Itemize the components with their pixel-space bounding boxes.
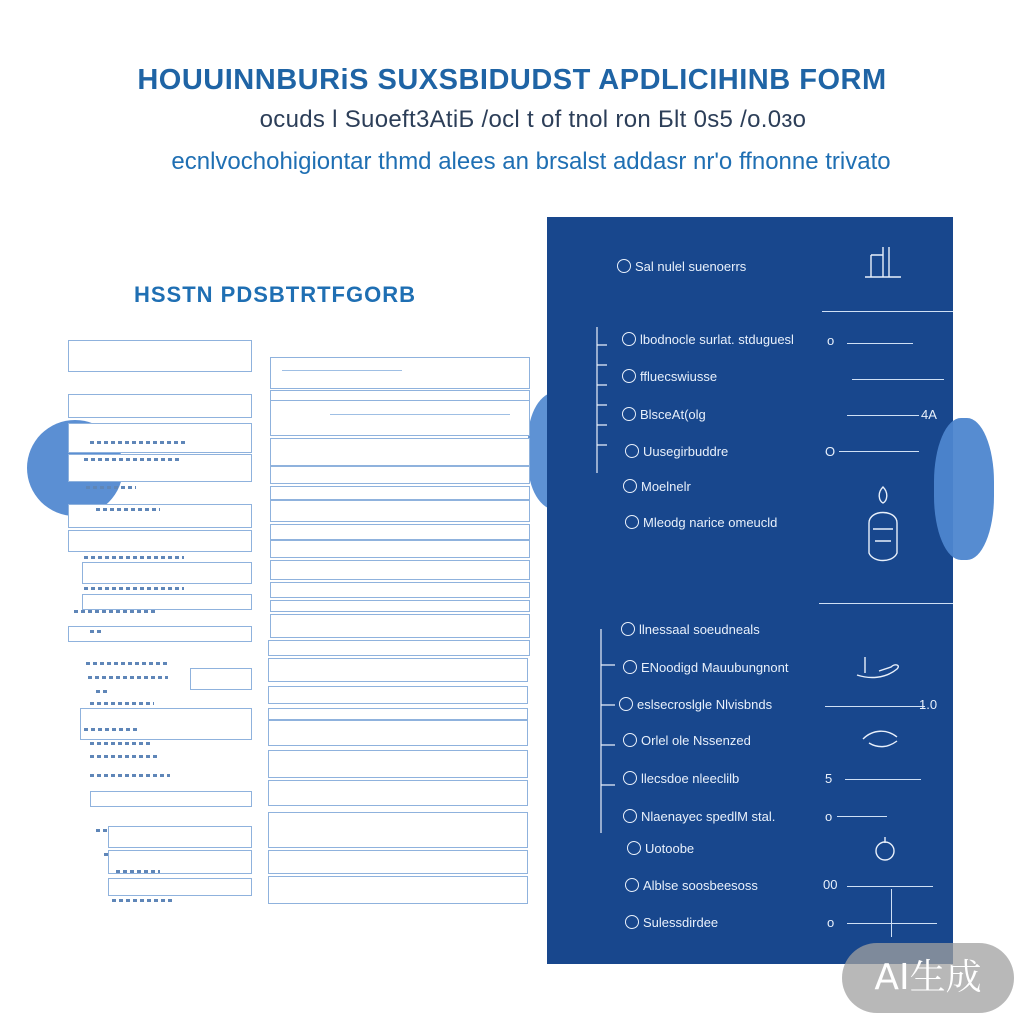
input-field[interactable] bbox=[268, 876, 528, 904]
divider-line bbox=[847, 415, 919, 416]
input-field[interactable] bbox=[68, 626, 252, 642]
input-field[interactable] bbox=[80, 708, 252, 740]
form-subtitle: ocuds l Suoeft3AtiБ /ocl t of tnol ron Бlt 0s5 /o.0ɜo bbox=[259, 106, 807, 133]
info-panel bbox=[547, 217, 953, 964]
divider-line bbox=[847, 886, 933, 887]
panel-item[interactable]: llecsdoe nleeclilb bbox=[623, 771, 739, 786]
input-field[interactable] bbox=[270, 614, 530, 638]
input-field[interactable] bbox=[68, 530, 252, 552]
panel-item[interactable]: ENoodigd Mauubungnont bbox=[623, 660, 788, 675]
input-field[interactable] bbox=[68, 340, 252, 372]
divider-line bbox=[837, 816, 887, 817]
circle-icon bbox=[625, 915, 639, 929]
building-icon bbox=[863, 243, 903, 279]
field-label bbox=[84, 556, 184, 559]
panel-item[interactable]: ffluecswiusse bbox=[622, 369, 717, 384]
divider-line bbox=[839, 451, 919, 452]
input-field[interactable] bbox=[268, 658, 528, 682]
marker: 00 bbox=[823, 877, 838, 892]
input-field[interactable] bbox=[270, 438, 530, 466]
input-field[interactable] bbox=[270, 466, 530, 484]
input-field[interactable] bbox=[270, 600, 530, 612]
vertical-line bbox=[891, 889, 892, 937]
panel-item[interactable]: Alblse soosbeesoss bbox=[625, 878, 758, 893]
field-line bbox=[282, 370, 402, 371]
divider-line bbox=[852, 379, 944, 380]
field-label bbox=[96, 690, 108, 693]
field-label bbox=[84, 458, 180, 461]
divider-line bbox=[847, 343, 913, 344]
divider-line bbox=[822, 311, 953, 312]
marker: o bbox=[827, 333, 835, 348]
panel-item[interactable]: Moelnelr bbox=[623, 479, 691, 494]
panel-item[interactable]: Uotoobe bbox=[627, 841, 694, 856]
input-field[interactable] bbox=[82, 594, 252, 610]
panel-item[interactable]: lbodnocle surlat. stduguesl bbox=[622, 332, 794, 347]
panel-item[interactable]: Mleodg narice omeucld bbox=[625, 515, 777, 530]
panel-item[interactable]: BlsceAt(olg bbox=[622, 407, 706, 422]
field-label bbox=[112, 899, 172, 902]
input-field[interactable] bbox=[268, 780, 528, 806]
input-field[interactable] bbox=[268, 750, 528, 778]
field-label bbox=[90, 742, 150, 745]
form-title: HOUUINNBURiS SUXSBIDUDST APDLICIHINB FORM bbox=[137, 64, 887, 96]
field-label bbox=[90, 441, 186, 444]
input-field[interactable] bbox=[270, 486, 530, 500]
field-label bbox=[86, 662, 170, 665]
field-label bbox=[96, 508, 160, 511]
field-label bbox=[90, 702, 154, 705]
form-description: ecnlvochohigiontar thmd alees an brsalst addasr nr'o ffnonne trivato bbox=[171, 148, 891, 175]
field-label bbox=[86, 486, 136, 489]
input-field[interactable] bbox=[270, 357, 530, 389]
field-label bbox=[74, 610, 158, 613]
input-field[interactable] bbox=[268, 640, 530, 656]
marker: 4A bbox=[921, 407, 937, 422]
input-field[interactable] bbox=[270, 582, 530, 598]
input-field[interactable] bbox=[268, 720, 528, 746]
lantern-icon bbox=[857, 483, 909, 569]
panel-item[interactable]: Orlel ole Nssenzed bbox=[623, 733, 751, 748]
input-field[interactable] bbox=[270, 500, 530, 522]
divider-line bbox=[847, 923, 937, 924]
ruler-icon bbox=[597, 625, 637, 835]
marker: o bbox=[827, 915, 835, 930]
field-label bbox=[84, 587, 184, 590]
field-label bbox=[90, 755, 160, 758]
divider-line bbox=[819, 603, 953, 604]
field-label bbox=[88, 676, 168, 679]
input-field[interactable] bbox=[190, 668, 252, 690]
panel-item[interactable]: Uusegirbuddre bbox=[625, 444, 728, 459]
divider-line bbox=[845, 779, 921, 780]
ai-generated-badge: AI生成 bbox=[842, 943, 1014, 1013]
circle-icon bbox=[623, 479, 637, 493]
ruler-icon bbox=[591, 325, 631, 475]
input-field[interactable] bbox=[270, 524, 530, 540]
circle-icon bbox=[617, 259, 631, 273]
marker: O bbox=[825, 444, 836, 459]
input-field[interactable] bbox=[268, 812, 528, 848]
circle-icon bbox=[625, 878, 639, 892]
panel-item[interactable]: Sulessdirdee bbox=[625, 915, 718, 930]
input-field[interactable] bbox=[68, 423, 252, 453]
input-field[interactable] bbox=[108, 826, 252, 848]
field-label bbox=[84, 728, 140, 731]
marker: 5 bbox=[825, 771, 833, 786]
panel-item[interactable]: Nlaenayec spedlM stal. bbox=[623, 809, 775, 824]
divider-line bbox=[825, 706, 925, 707]
input-field[interactable] bbox=[270, 560, 530, 580]
input-field[interactable] bbox=[82, 562, 252, 584]
hand-icon bbox=[855, 649, 909, 685]
input-field[interactable] bbox=[108, 878, 252, 896]
input-field[interactable] bbox=[68, 394, 252, 418]
field-label bbox=[90, 774, 170, 777]
input-field[interactable] bbox=[90, 791, 252, 807]
circle-icon bbox=[625, 515, 639, 529]
field-line bbox=[330, 414, 510, 415]
input-field[interactable] bbox=[268, 708, 528, 720]
pointer-icon bbox=[861, 725, 901, 751]
input-field[interactable] bbox=[270, 400, 530, 436]
field-label bbox=[90, 630, 102, 633]
marker: o bbox=[825, 809, 833, 824]
panel-item[interactable]: Sal nulel suenoerrs bbox=[617, 259, 746, 274]
decorative-blob-right bbox=[934, 418, 994, 560]
panel-item[interactable]: llnessaal soeudneals bbox=[621, 622, 760, 637]
section-title: HSSTN PDSBTRTFGORB bbox=[134, 282, 416, 307]
bulb-icon bbox=[871, 835, 901, 865]
input-field[interactable] bbox=[270, 540, 530, 558]
circle-icon bbox=[627, 841, 641, 855]
field-label bbox=[116, 870, 160, 873]
panel-item[interactable]: eslsecroslgle Nlvisbnds bbox=[619, 697, 772, 712]
input-field[interactable] bbox=[268, 850, 528, 874]
marker: 1.0 bbox=[919, 697, 938, 712]
input-field[interactable] bbox=[268, 686, 528, 704]
